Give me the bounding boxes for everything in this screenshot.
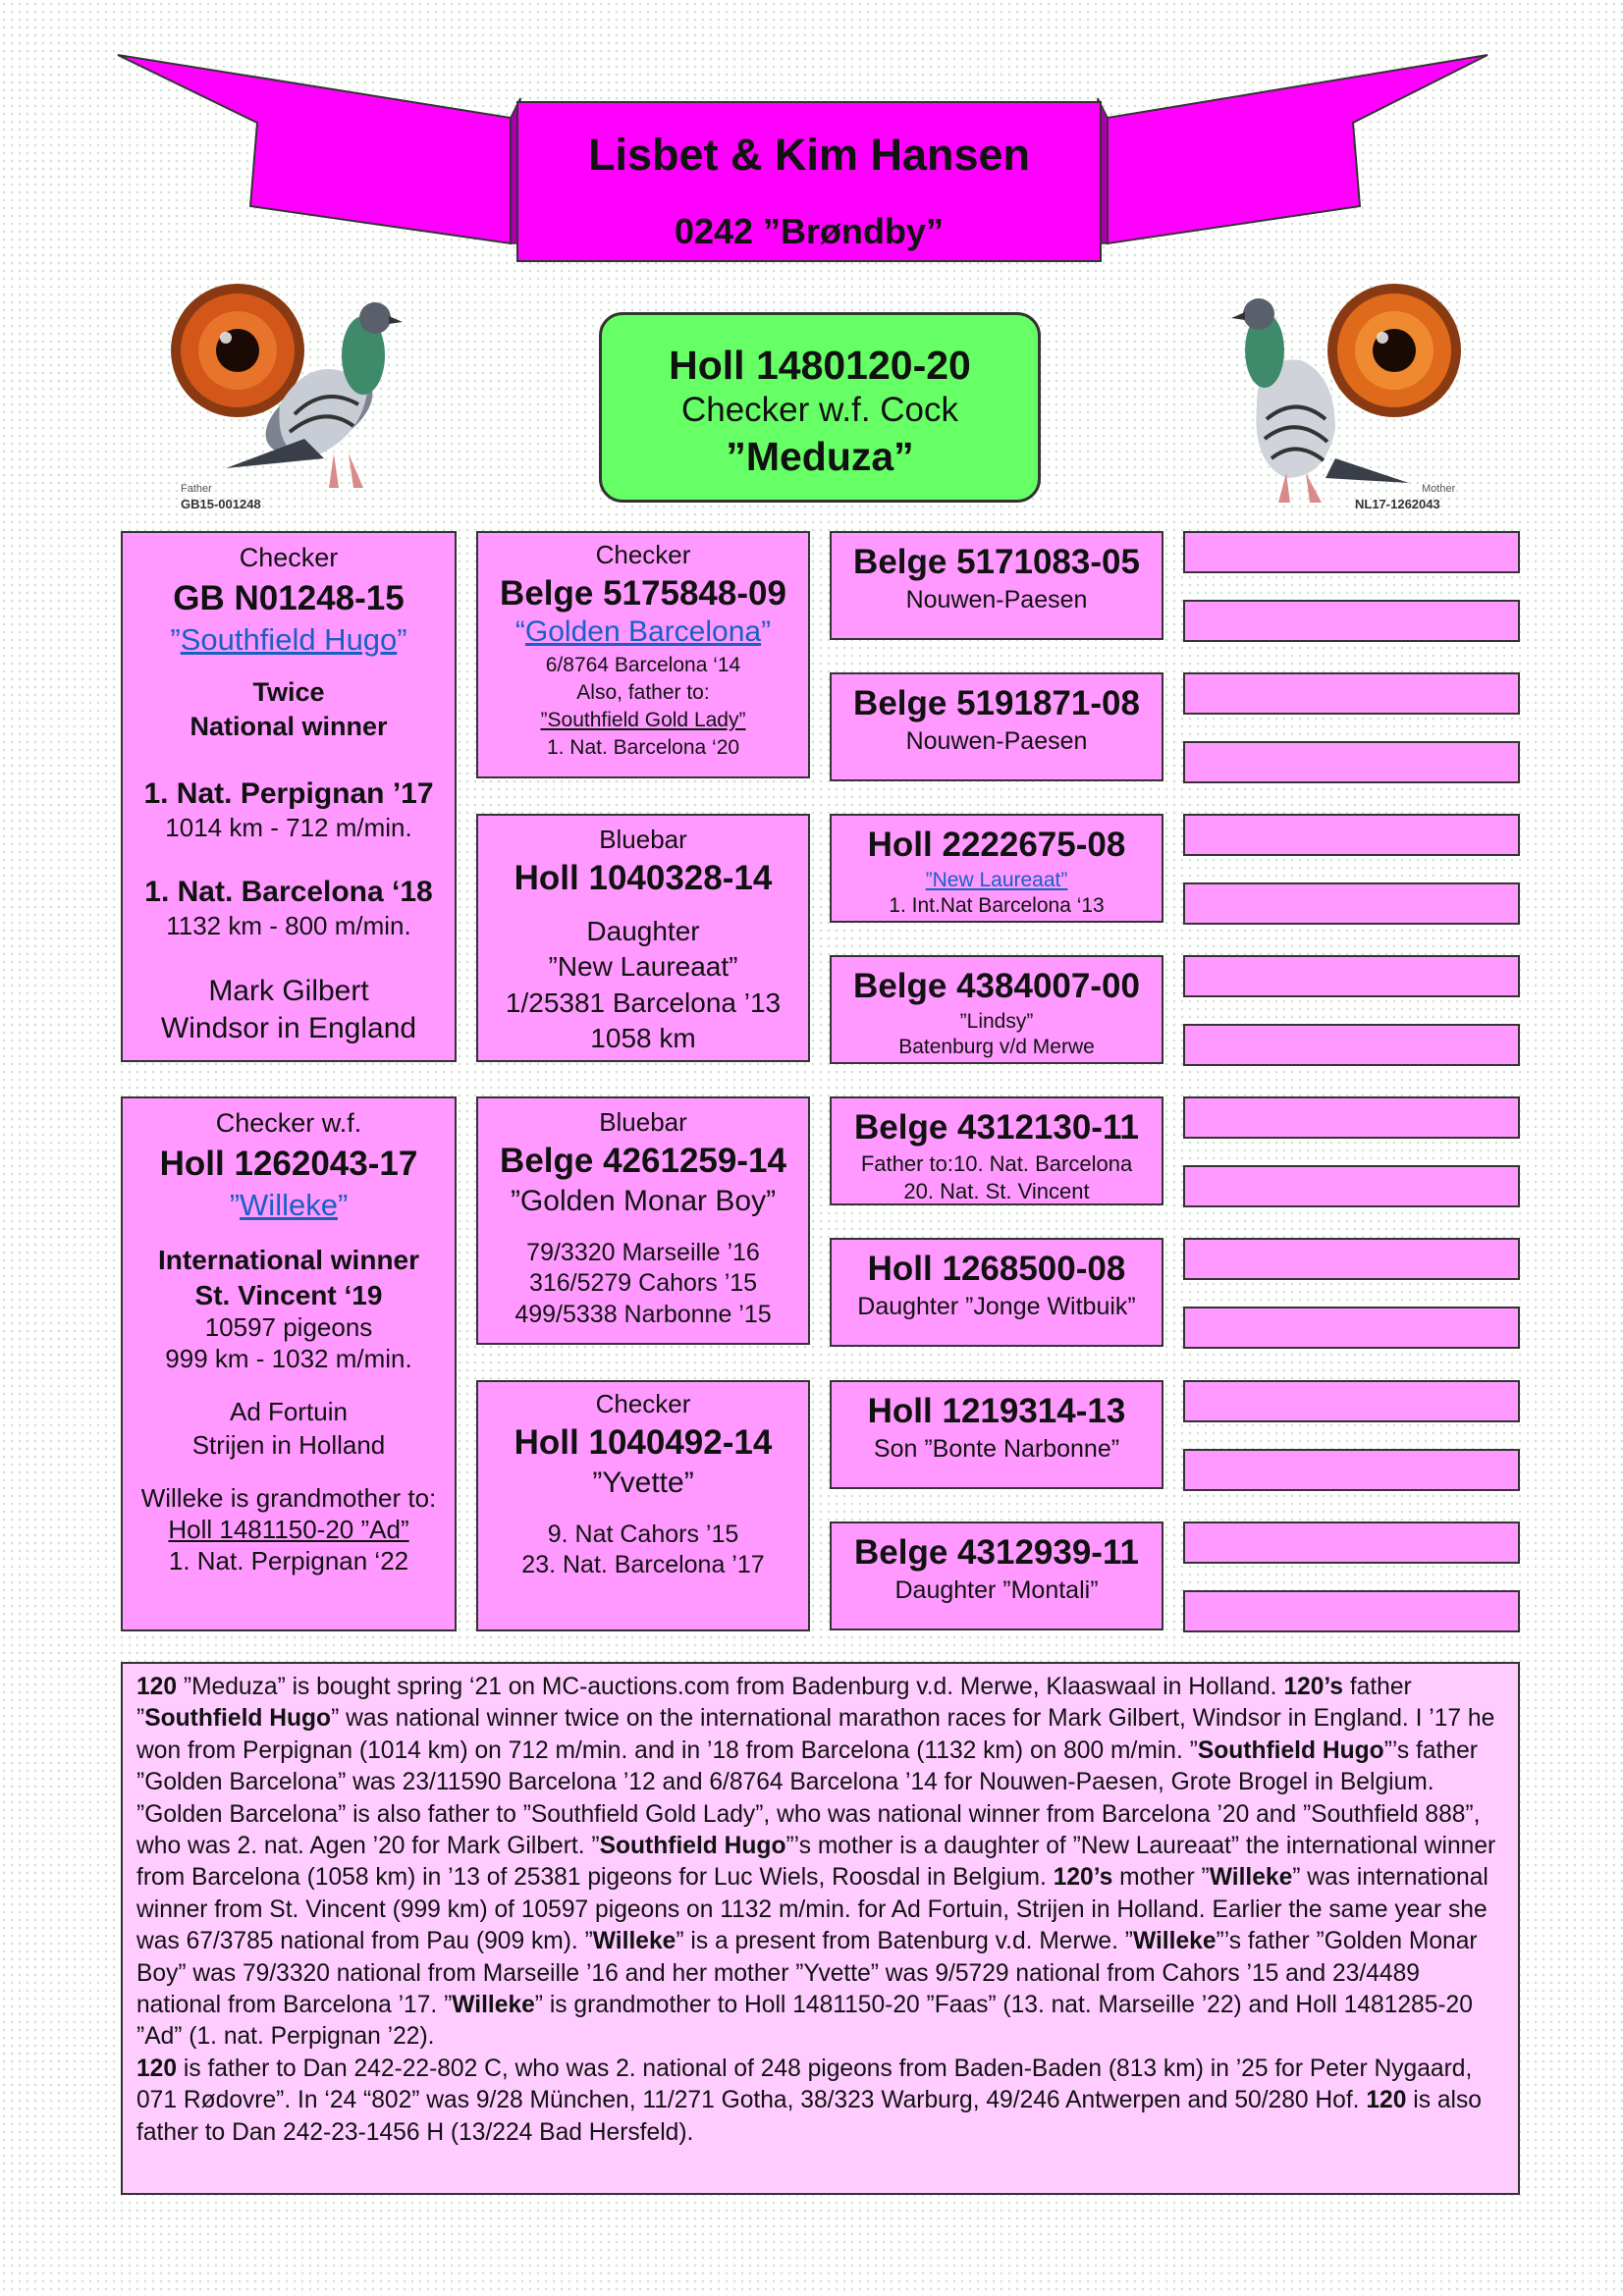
dam-grand-3: 1. Nat. Perpignan ‘22 (168, 1545, 409, 1575)
dam-title-2: St. Vincent ‘19 (194, 1280, 383, 1311)
mother-caption-ring: NL17-1262043 (1355, 497, 1440, 511)
father-caption-label: Father (181, 483, 212, 495)
gp2-box (476, 814, 810, 1062)
story-bold-run: 120 (1366, 2087, 1407, 2114)
sire-ring: GB N01248-15 (173, 579, 405, 618)
ggp-box (830, 1096, 1163, 1205)
gp4-line-2: 23. Nat. Barcelona ’17 (521, 1551, 765, 1579)
story-paragraph-2 (136, 2054, 1504, 2149)
gp1-line-1: 6/8764 Barcelona ‘14 (545, 653, 741, 676)
gp4-line-1: 9. Nat Cahors ’15 (547, 1520, 739, 1548)
gp1-box (476, 531, 810, 778)
ggp-line-1 (832, 869, 1162, 892)
gp3-line-1: 79/3320 Marseille ’16 (526, 1238, 760, 1266)
gp2-line-1: Daughter (586, 916, 700, 947)
ggp-box (830, 955, 1163, 1064)
story-text-run: father ” (136, 1674, 1412, 1733)
empty-slot (1183, 882, 1520, 925)
empty-slot (1183, 1449, 1520, 1491)
story-text-run: is also father to Dan 242-23-1456 H (13/224 Bad Hersfeld). (136, 2087, 1482, 2146)
sire-breeder: Mark Gilbert (208, 974, 369, 1007)
ggp-ring: Holl 1219314-13 (867, 1392, 1126, 1430)
dam-name-link[interactable]: Willeke (240, 1188, 338, 1223)
empty-slot (1183, 1380, 1520, 1422)
gp1-line-2: Also, father to: (576, 680, 710, 704)
ggp-line-1: Nouwen-Paesen (905, 586, 1088, 614)
story-bold-run: Willeke (592, 1928, 676, 1955)
empty-slot (1183, 1165, 1520, 1207)
ggp-new-laureaat-link[interactable]: ”New Laureaat” (925, 869, 1068, 892)
empty-slot (1183, 531, 1520, 573)
ggp-box (830, 531, 1163, 640)
gp2-line-4: 1058 km (590, 1022, 696, 1053)
sire-result-2: 1. Nat. Barcelona ‘18 (144, 876, 433, 909)
ggp-line-2: 1. Int.Nat Barcelona ‘13 (889, 894, 1105, 918)
empty-slot (1183, 1024, 1520, 1066)
gp1-name-quote-open: “ (514, 615, 525, 649)
dam-ring: Holl 1262043-17 (159, 1145, 418, 1184)
story-text-run: ”’s father ”Golden Barcelona” was 23/11590 Barcelona ’12 and 6/8764 Barcelona ’14 for Nouwen-Paesen, Grote Brogel in Belgium. ”Golden Barcelona” is also father to ”Southfield Gold Lady”, who was national winner from Barcelona ’20 and ”Southfield 888”, who was 2. nat. Agen ’20 for Mark Gilbert. ” (136, 1736, 1481, 1860)
story-paragraph-1 (136, 1672, 1504, 2054)
sire-name-line (123, 622, 455, 658)
dam-name-quote-close: ” (337, 1188, 349, 1223)
story-bold-run: Southfield Hugo (144, 1705, 332, 1733)
empty-slot (1183, 600, 1520, 642)
dam-location: Strijen in Holland (191, 1429, 386, 1460)
empty-slot (1183, 955, 1520, 997)
empty-slot (1183, 1238, 1520, 1280)
story-text-run: ” is a present from Batenburg v.d. Merwe. ” (676, 1928, 1133, 1955)
dam-grand-2: Holl 1481150-20 ”Ad” (168, 1514, 409, 1544)
story-bold-run: 120 (136, 2055, 178, 2082)
gp4-box (476, 1380, 810, 1631)
subject-ring: Holl 1480120-20 (669, 343, 971, 388)
dam-title-1: International winner (157, 1244, 420, 1275)
gp1-ring: Belge 5175848-09 (500, 573, 786, 613)
gp2-ring: Holl 1040328-14 (514, 858, 773, 897)
dam-breeder: Ad Fortuin (230, 1397, 348, 1427)
gp2-line-2: ”New Laureaat” (548, 951, 738, 983)
story-text-run: ” was international winner from St. Vincent (999 km) of 10597 pigeons on 1132 m/min. for Ad Fortuin, Strijen in Holland. Earlier the same year she was 67/3785 national from Pau (909 km). ” (136, 1864, 1488, 1955)
sire-result-1-detail: 1014 km - 712 m/min. (165, 812, 412, 842)
story-text-run: is father to Dan 242-22-802 C, who was 2. national of 248 pigeons from Baden-Baden (813 km) in ’25 for Peter Nygaard, 071 Rødovre”. In ‘24 “802” was 9/28 München, 11/271 Gotha, 38/323 Warburg, 49/246 Antwerpen and 50/280 Hof. (136, 2055, 1473, 2114)
loft-title: 0242 ”Brøndby” (674, 211, 945, 251)
story-bold-run: Willeke (1132, 1928, 1217, 1955)
gp2-color: Bluebar (599, 825, 687, 854)
gp4-color: Checker (595, 1389, 691, 1418)
sire-color: Checker (239, 543, 339, 572)
ggp-box (830, 672, 1163, 781)
dam-box (121, 1096, 457, 1631)
story-bold-run: 120 (136, 1674, 178, 1700)
story-box (121, 1662, 1520, 2195)
gp1-name-link[interactable]: Golden Barcelona (524, 615, 762, 649)
story-bold-run: Willeke (452, 1992, 535, 2019)
gp3-color: Bluebar (599, 1107, 687, 1137)
ggp-ring: Belge 4312130-11 (854, 1108, 1139, 1147)
ggp-line-1: Nouwen-Paesen (905, 727, 1088, 756)
gp2-line-3: 1/25381 Barcelona ’13 (505, 987, 782, 1018)
gp1-name-quote-close: ” (761, 615, 772, 649)
gp3-line-2: 316/5279 Cahors ’15 (528, 1269, 758, 1298)
gp4-name: ”Yvette” (592, 1467, 694, 1500)
ggp-line-1: Father to:10. Nat. Barcelona (860, 1151, 1133, 1177)
empty-slot (1183, 672, 1520, 715)
sire-result-2-detail: 1132 km - 800 m/min. (166, 910, 411, 940)
gp1-line-4: 1. Nat. Barcelona ‘20 (546, 736, 740, 760)
sire-name-quote-open: ” (170, 622, 181, 658)
empty-slot (1183, 1590, 1520, 1632)
father-caption-ring: GB15-001248 (181, 497, 261, 511)
gp1-color: Checker (595, 540, 691, 569)
ggp-box (830, 1238, 1163, 1347)
story-text-run: ”’s father ”Golden Monar Boy” was 79/3320 national from Marseille ’16 and her mother ”Yvette” was 9/5729 national from Cahors ’15 and 23/4489 national from Barcelona ’17. ” (136, 1928, 1478, 2019)
ggp-line-1: ”Lindsy” (959, 1010, 1034, 1034)
ggp-line-1: Son ”Bonte Narbonne” (873, 1435, 1120, 1464)
ggp-ring: Belge 4384007-00 (853, 967, 1140, 1005)
empty-slot (1183, 1307, 1520, 1349)
ggp-ring: Holl 2222675-08 (867, 826, 1126, 864)
sire-title-1: Twice (252, 676, 325, 707)
gp3-ring: Belge 4261259-14 (500, 1141, 786, 1180)
dam-detail-1: 10597 pigeons (204, 1312, 373, 1343)
ggp-box (830, 1380, 1163, 1489)
dam-name-line (123, 1188, 455, 1223)
story-bold-run: Southfield Hugo (599, 1833, 786, 1860)
dam-grand-1: Willeke is grandmother to: (140, 1482, 437, 1513)
gp1-line-3: ”Southfield Gold Lady” (540, 708, 746, 731)
ggp-ring: Belge 4312939-11 (854, 1533, 1139, 1572)
sire-name-quote-close: ” (397, 622, 407, 658)
ggp-ring: Holl 1268500-08 (867, 1250, 1126, 1288)
story-text-run: ”Meduza” is bought spring ‘21 on MC-auctions.com from Badenburg v.d. Merwe, Klaaswaal in Holland. (177, 1674, 1284, 1700)
ggp-line-2: 20. Nat. St. Vincent (903, 1178, 1090, 1203)
mother-photo (1217, 257, 1473, 517)
ggp-box (830, 1522, 1163, 1630)
sire-box (121, 531, 457, 1062)
story-bold-run: Willeke (1209, 1864, 1293, 1892)
story-text-run: ” is grandmother to Holl 1481150-20 ”Faas” (13. nat. Marseille ’22) and Holl 1481285-20 ”Ad” (1. nat. Perpignan ’22). (136, 1992, 1473, 2051)
pigeon-father-icon (167, 257, 412, 517)
gp3-line-3: 499/5338 Narbonne ’15 (514, 1301, 772, 1329)
sire-name-link[interactable]: Southfield Hugo (180, 622, 398, 658)
mother-caption-label: Mother (1422, 483, 1456, 495)
sire-title-2: National winner (189, 711, 388, 741)
subject-box (599, 312, 1041, 503)
story-bold-run: Southfield Hugo (1197, 1736, 1384, 1764)
story-text-run: mother ” (1112, 1864, 1210, 1892)
empty-slot (1183, 1096, 1520, 1139)
gp3-box (476, 1096, 810, 1345)
dam-name-quote-open: ” (229, 1188, 241, 1223)
empty-slot (1183, 814, 1520, 856)
empty-slot (1183, 1522, 1520, 1564)
gp3-name: ”Golden Monar Boy” (510, 1185, 777, 1218)
father-photo (167, 257, 412, 517)
story-bold-run: 120’s (1283, 1674, 1343, 1700)
gp4-ring: Holl 1040492-14 (514, 1422, 773, 1462)
ggp-line-1: Daughter ”Montali” (894, 1576, 1099, 1605)
empty-slot (1183, 741, 1520, 783)
sire-result-1: 1. Nat. Perpignan ’17 (143, 777, 434, 811)
story-text-run: ” was national winner twice on the international marathon races for Mark Gilbert, Windsor in England. I ’17 he won from Perpignan (1014 km) on 712 m/min. and in ’18 from Barcelona (1132 km) on 800 m/min. ” (136, 1705, 1495, 1764)
gp1-name-line (478, 615, 808, 650)
pigeon-mother-icon (1217, 257, 1473, 517)
dam-color: Checker w.f. (215, 1108, 362, 1138)
owner-title: Lisbet & Kim Hansen (587, 130, 1031, 180)
story-text-run: ”’s mother is a daughter of ”New Laureaat” the international winner from Barcelona (1058 km) in ’13 of 25381 pigeons for Luc Wiels, Roosdal in Belgium. (136, 1833, 1496, 1892)
sire-location: Windsor in England (160, 1012, 417, 1045)
subject-color: Checker w.f. Cock (680, 391, 959, 430)
ggp-line-2: Batenburg v/d Merwe (898, 1036, 1095, 1059)
ggp-line-1: Daughter ”Jonge Witbuik” (857, 1293, 1136, 1321)
dam-detail-2: 999 km - 1032 m/min. (165, 1344, 412, 1374)
subject-name: ”Meduza” (726, 434, 914, 480)
ggp-box (830, 814, 1163, 923)
ggp-ring: Belge 5171083-05 (853, 543, 1140, 581)
ggp-ring: Belge 5191871-08 (853, 684, 1140, 722)
story-bold-run: 120’s (1053, 1864, 1113, 1892)
